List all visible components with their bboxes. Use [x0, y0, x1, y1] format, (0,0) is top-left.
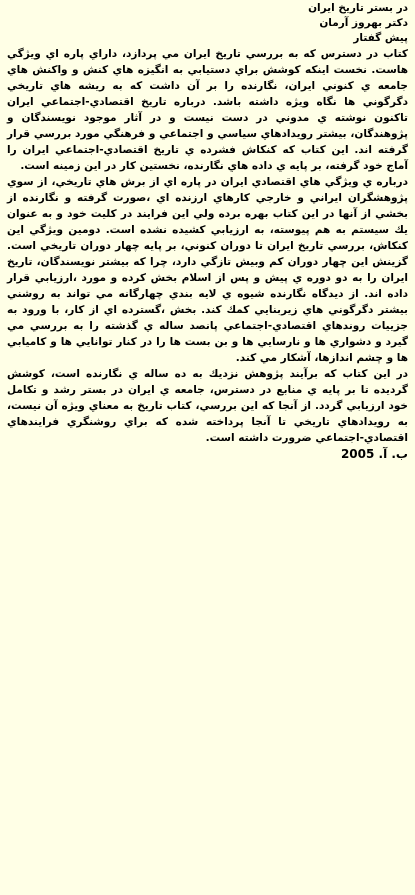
book-title: در بستر تاريخ ايران: [308, 2, 408, 14]
preface-paragraph-2: درباره ي ويژگي هاي اقتصادي ايران در پاره اي از برش هاي تاريخي، از سوي پژوهشگران ايراني و خارجي كارهاي ارزنده اي ،صورت گرفته و نگارنده از بخشي از آنها در اين كتاب بهره برده ولي اين فرايند در كليت خود و به عنوان يك سيستم به هم پيوسته، به ارزيابي كشيده نشده است. دومين ويژگي اين كنكاش، بررسي تاريخ ايران تا دوران كنوني، بر پايه چهار دوران تاريخي است. گزينش اين چهار دوران كم وبيش تازگي دارد، چرا كه بيشتر نويسندگان، تاريخ ايران را به دو دوره ي پيش و پس از اسلام بخش كرده و مورد ،ارزيابي قرار داده اند. از ديدگاه نگارنده شيوه ي لايه بندي چهارگانه مي تواند به روشني بيشتر دگرگوني هاي زيربنايي كمك كند. بخش ،گسترده اي از كار، با ورود به جزييات روندهاي اقتصادي-اجتماعي پانصد ساله ي گذشته را به بررسي مي گيرد و دشواري ها و نارسايي ها و بن بست ها را در كنار توانايي ها و كاميابي ها و چشم اندازها، آشكار مي كند.: [7, 176, 408, 364]
author-name: دكتر بهروز آرمان: [319, 17, 408, 29]
preface-paragraph-1: كتاب در دسترس كه به بررسي تاريخ ايران مي پردازد، داراي پاره اي ويژگي هاست. نخست اينكه كوشش براي دستيابي به انگيزه هاي كنش و واكنش هاي جامعه ي كنوني ايران، نگارنده را بر آن داشت كه به ريشه هاي تاريخي دگرگوني ها نگاه ويژه داشته باشد. درباره تاريخ اقتصادي-اجتماعي ايران تاكنون نوشته ي مدوني در دست نيست و در آثار موجود نويسندگان و پژوهندگان، بيشتر رويدادهاي سياسي و اجتماعي و فرهنگي مورد بررسي قرار گرفته اند. اين كتاب كه كنكاش فشرده ي تاريخ اقتصادي-اجتماعي ايران را آماج خود گرفته، بر پايه ي داده هاي نگارنده، نخستين كار در اين زمينه است.: [7, 48, 408, 172]
preface-paragraph-3: در اين كتاب كه برآيند پژوهش نزديك به ده ساله ي نگارنده است، كوشش گرديده تا بر پايه ي منابع در دسترس، جامعه ي ايران در بستر رشد و تكامل خود ارزيابي گردد. از آنجا كه اين بررسي، كتاب تاريخ به معناي ويژه آن نيست، به رويدادهاي تاريخي تا آنجا پرداخته شده كه براي روشنگري فرايندهاي اقتصادي-اجتماعي ضرورت داشته است.: [7, 368, 408, 444]
preface-heading: پيش گفتار: [353, 32, 408, 44]
document: [0, 1, 415, 463]
signature-date: ب. آ. 2005: [340, 447, 408, 461]
